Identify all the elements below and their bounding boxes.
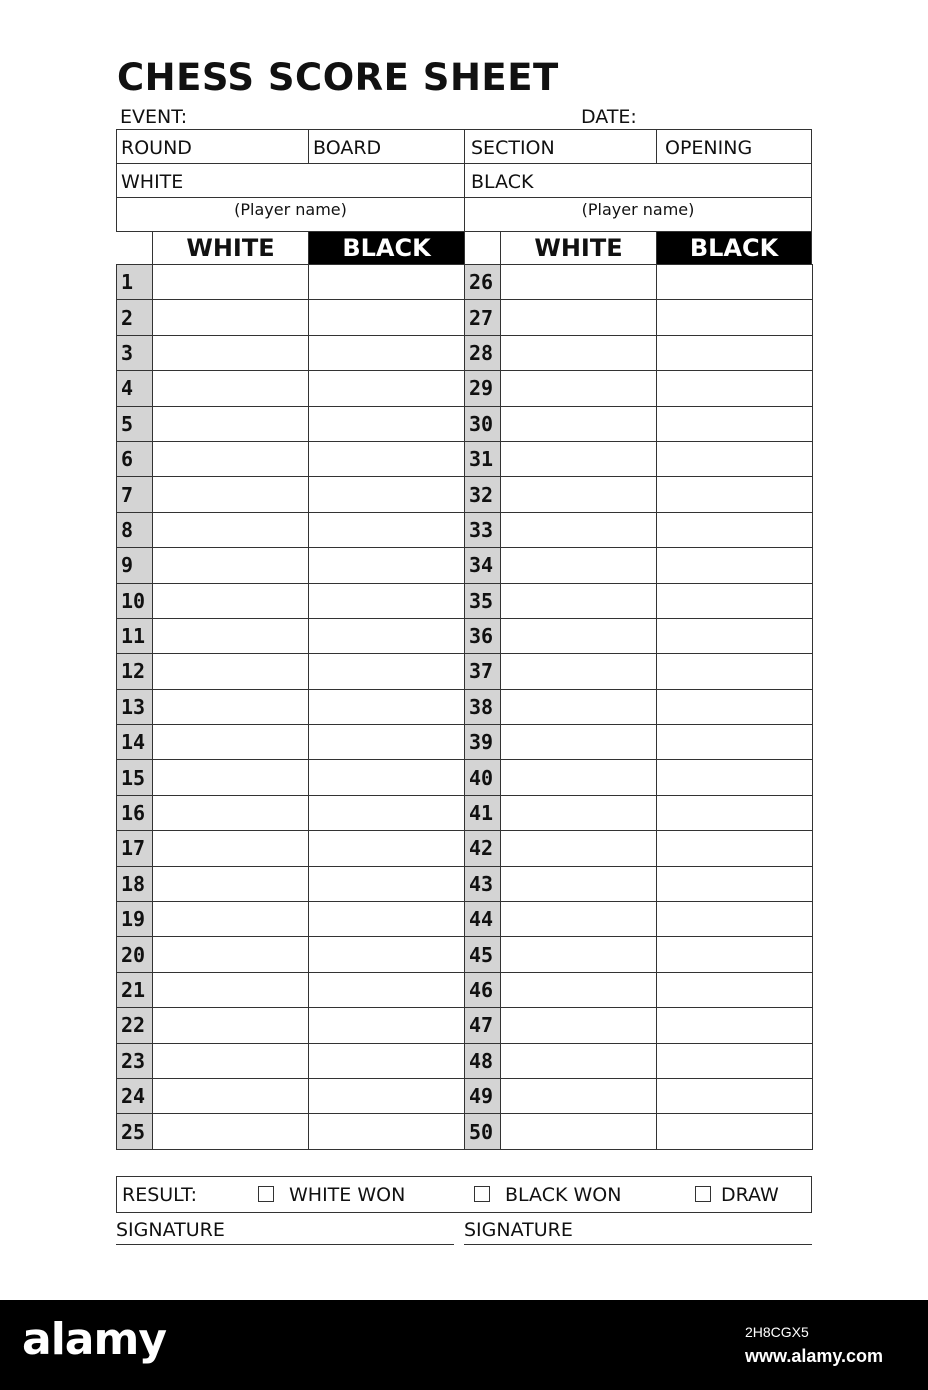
- black-signature-label: SIGNATURE: [464, 1219, 573, 1241]
- move-row: [117, 1114, 466, 1149]
- white-move-cell[interactable]: [501, 725, 657, 760]
- black-move-cell[interactable]: [657, 300, 813, 335]
- move-row: [117, 725, 466, 760]
- move-number: 4: [117, 371, 153, 406]
- black-move-cell[interactable]: [657, 583, 813, 618]
- round-label: ROUND: [121, 137, 192, 159]
- white-move-cell[interactable]: [501, 1114, 657, 1149]
- black-move-cell[interactable]: [309, 618, 466, 653]
- move-number: 41: [465, 795, 501, 830]
- black-move-cell[interactable]: [309, 972, 466, 1007]
- move-number: 10: [117, 583, 153, 618]
- move-number: 26: [465, 265, 501, 300]
- black-move-cell[interactable]: [309, 654, 466, 689]
- move-number: 13: [117, 689, 153, 724]
- move-number: 16: [117, 795, 153, 830]
- site-url: www.alamy.com: [745, 1346, 884, 1366]
- black-move-cell[interactable]: [657, 1114, 813, 1149]
- move-number: 31: [465, 441, 501, 476]
- move-number: 14: [117, 725, 153, 760]
- white-move-cell[interactable]: [153, 795, 309, 830]
- watermark-bar: [0, 1300, 928, 1390]
- black-move-cell[interactable]: [309, 1043, 466, 1078]
- white-move-cell[interactable]: [501, 618, 657, 653]
- brand-logo: alamy: [22, 1314, 166, 1365]
- move-row: [117, 902, 466, 937]
- white-move-cell[interactable]: [153, 441, 309, 476]
- move-number: 38: [465, 689, 501, 724]
- black-move-cell[interactable]: [309, 548, 466, 583]
- white-move-cell[interactable]: [501, 972, 657, 1007]
- image-id: 2H8CGX5: [745, 1324, 809, 1340]
- move-row: [117, 335, 466, 370]
- move-row: [117, 371, 466, 406]
- white-move-cell[interactable]: [153, 725, 309, 760]
- black-move-cell[interactable]: [309, 477, 466, 512]
- move-number: 35: [465, 583, 501, 618]
- white-move-cell[interactable]: [153, 1008, 309, 1043]
- white-move-cell[interactable]: [501, 937, 657, 972]
- white-move-cell[interactable]: [501, 548, 657, 583]
- black-move-cell[interactable]: [309, 689, 466, 724]
- white-move-cell[interactable]: [501, 795, 657, 830]
- black-won-checkbox[interactable]: [474, 1186, 490, 1202]
- white-move-cell[interactable]: [501, 265, 657, 300]
- black-move-cell[interactable]: [309, 406, 466, 441]
- white-move-cell[interactable]: [501, 1043, 657, 1078]
- move-row: [465, 937, 813, 972]
- black-move-cell[interactable]: [657, 548, 813, 583]
- right-white-header: WHITE: [500, 231, 657, 265]
- black-player-name-hint: (Player name): [464, 197, 812, 232]
- right-black-header: BLACK: [656, 231, 812, 265]
- move-number: 40: [465, 760, 501, 795]
- white-move-cell[interactable]: [501, 406, 657, 441]
- move-row: [117, 795, 466, 830]
- move-row: [465, 406, 813, 441]
- move-row: [465, 866, 813, 901]
- move-row: [465, 371, 813, 406]
- result-label: RESULT:: [122, 1184, 198, 1206]
- white-move-cell[interactable]: [153, 866, 309, 901]
- move-row: [117, 512, 466, 547]
- white-player-field[interactable]: [116, 163, 465, 198]
- white-move-cell[interactable]: [501, 831, 657, 866]
- move-row: [465, 441, 813, 476]
- black-move-cell[interactable]: [657, 406, 813, 441]
- move-row: [465, 654, 813, 689]
- black-move-cell[interactable]: [657, 689, 813, 724]
- move-number: 24: [117, 1078, 153, 1113]
- black-won-label: BLACK WON: [505, 1184, 622, 1206]
- move-row: [465, 1114, 813, 1149]
- move-number: 32: [465, 477, 501, 512]
- move-number: 9: [117, 548, 153, 583]
- white-move-cell[interactable]: [153, 689, 309, 724]
- move-row: [465, 265, 813, 300]
- black-move-cell[interactable]: [309, 1114, 466, 1149]
- move-number: 44: [465, 902, 501, 937]
- move-row: [465, 300, 813, 335]
- move-number: 49: [465, 1078, 501, 1113]
- black-move-cell[interactable]: [309, 937, 466, 972]
- white-move-cell[interactable]: [153, 618, 309, 653]
- black-move-cell[interactable]: [657, 937, 813, 972]
- move-number: 18: [117, 866, 153, 901]
- move-row: [117, 548, 466, 583]
- black-move-cell[interactable]: [657, 441, 813, 476]
- white-move-cell[interactable]: [153, 406, 309, 441]
- move-number: 23: [117, 1043, 153, 1078]
- draw-label: DRAW: [721, 1184, 779, 1206]
- black-move-cell[interactable]: [309, 760, 466, 795]
- white-move-cell[interactable]: [153, 477, 309, 512]
- move-row: [465, 1078, 813, 1113]
- black-move-cell[interactable]: [309, 265, 466, 300]
- move-row: [465, 1008, 813, 1043]
- move-row: [117, 265, 466, 300]
- board-field[interactable]: [308, 129, 465, 164]
- black-move-cell[interactable]: [309, 1078, 466, 1113]
- move-number: 33: [465, 512, 501, 547]
- white-move-cell[interactable]: [501, 1078, 657, 1113]
- move-row: [117, 1008, 466, 1043]
- white-move-cell[interactable]: [153, 902, 309, 937]
- move-number: 22: [117, 1008, 153, 1043]
- white-move-cell[interactable]: [501, 654, 657, 689]
- black-move-cell[interactable]: [309, 583, 466, 618]
- move-number: 3: [117, 335, 153, 370]
- move-number: 21: [117, 972, 153, 1007]
- move-number: 29: [465, 371, 501, 406]
- black-move-cell[interactable]: [309, 1008, 466, 1043]
- black-move-cell[interactable]: [657, 618, 813, 653]
- black-move-cell[interactable]: [657, 1008, 813, 1043]
- white-move-cell[interactable]: [153, 972, 309, 1007]
- move-row: [465, 760, 813, 795]
- move-row: [117, 689, 466, 724]
- opening-field[interactable]: [656, 129, 812, 164]
- move-row: [117, 618, 466, 653]
- black-move-cell[interactable]: [657, 760, 813, 795]
- white-won-label: WHITE WON: [289, 1184, 406, 1206]
- white-move-cell[interactable]: [153, 371, 309, 406]
- white-move-cell[interactable]: [153, 300, 309, 335]
- move-number: 5: [117, 406, 153, 441]
- white-move-cell[interactable]: [501, 902, 657, 937]
- move-row: [117, 583, 466, 618]
- section-field[interactable]: [464, 129, 657, 164]
- move-row: [465, 335, 813, 370]
- white-move-cell[interactable]: [501, 371, 657, 406]
- white-player-name-hint: (Player name): [116, 197, 465, 232]
- move-number: 6: [117, 441, 153, 476]
- black-move-cell[interactable]: [657, 371, 813, 406]
- white-move-cell[interactable]: [153, 1114, 309, 1149]
- left-white-header: WHITE: [152, 231, 309, 265]
- white-move-cell[interactable]: [153, 760, 309, 795]
- black-move-cell[interactable]: [309, 300, 466, 335]
- date-label: DATE:: [581, 106, 637, 128]
- black-move-cell[interactable]: [657, 795, 813, 830]
- white-signature-line[interactable]: [116, 1219, 454, 1245]
- white-move-cell[interactable]: [501, 760, 657, 795]
- move-number: 27: [465, 300, 501, 335]
- move-row: [465, 512, 813, 547]
- move-row: [465, 902, 813, 937]
- white-move-cell[interactable]: [153, 548, 309, 583]
- move-row: [465, 725, 813, 760]
- move-number: 36: [465, 618, 501, 653]
- event-label: EVENT:: [120, 106, 188, 128]
- white-move-cell[interactable]: [501, 300, 657, 335]
- move-number: 1: [117, 265, 153, 300]
- section-label: SECTION: [471, 137, 555, 159]
- black-player-field[interactable]: [464, 163, 812, 198]
- left-black-header: BLACK: [308, 231, 465, 265]
- move-row: [117, 831, 466, 866]
- move-row: [117, 441, 466, 476]
- black-move-cell[interactable]: [309, 512, 466, 547]
- black-move-cell[interactable]: [309, 902, 466, 937]
- black-move-cell[interactable]: [657, 654, 813, 689]
- black-move-cell[interactable]: [309, 441, 466, 476]
- move-row: [465, 583, 813, 618]
- move-row: [465, 477, 813, 512]
- right-moves-table: [464, 264, 813, 1150]
- black-move-cell[interactable]: [657, 265, 813, 300]
- white-move-cell[interactable]: [153, 335, 309, 370]
- move-row: [465, 795, 813, 830]
- round-field[interactable]: [116, 129, 309, 164]
- black-move-cell[interactable]: [657, 1078, 813, 1113]
- move-number: 15: [117, 760, 153, 795]
- move-number: 25: [117, 1114, 153, 1149]
- black-move-cell[interactable]: [309, 371, 466, 406]
- move-row: [465, 972, 813, 1007]
- black-move-cell[interactable]: [309, 795, 466, 830]
- white-move-cell[interactable]: [501, 1008, 657, 1043]
- move-number: 43: [465, 866, 501, 901]
- black-signature-line[interactable]: [464, 1219, 812, 1245]
- page-title: CHESS SCORE SHEET: [117, 56, 559, 99]
- move-row: [465, 831, 813, 866]
- move-number: 45: [465, 937, 501, 972]
- move-number: 7: [117, 477, 153, 512]
- black-move-cell[interactable]: [657, 335, 813, 370]
- move-number: 19: [117, 902, 153, 937]
- white-move-cell[interactable]: [153, 1043, 309, 1078]
- black-move-cell[interactable]: [657, 725, 813, 760]
- black-player-label: BLACK: [471, 171, 534, 193]
- move-number: 20: [117, 937, 153, 972]
- move-number: 28: [465, 335, 501, 370]
- move-number: 17: [117, 831, 153, 866]
- move-number: 8: [117, 512, 153, 547]
- move-row: [117, 654, 466, 689]
- white-move-cell[interactable]: [501, 512, 657, 547]
- white-move-cell[interactable]: [153, 937, 309, 972]
- move-row: [465, 618, 813, 653]
- move-row: [117, 406, 466, 441]
- result-row: [116, 1176, 812, 1213]
- white-signature-label: SIGNATURE: [116, 1219, 225, 1241]
- move-number: 2: [117, 300, 153, 335]
- move-number: 39: [465, 725, 501, 760]
- white-move-cell[interactable]: [501, 441, 657, 476]
- black-move-cell[interactable]: [657, 512, 813, 547]
- black-move-cell[interactable]: [657, 477, 813, 512]
- move-number: 34: [465, 548, 501, 583]
- black-move-cell[interactable]: [657, 1043, 813, 1078]
- white-move-cell[interactable]: [501, 477, 657, 512]
- black-move-cell[interactable]: [309, 866, 466, 901]
- black-move-cell[interactable]: [657, 831, 813, 866]
- white-move-cell[interactable]: [501, 583, 657, 618]
- black-move-cell[interactable]: [309, 831, 466, 866]
- white-player-label: WHITE: [121, 171, 184, 193]
- move-row: [117, 1078, 466, 1113]
- black-move-cell[interactable]: [309, 725, 466, 760]
- move-row: [117, 937, 466, 972]
- white-move-cell[interactable]: [153, 583, 309, 618]
- black-move-cell[interactable]: [309, 335, 466, 370]
- white-move-cell[interactable]: [501, 866, 657, 901]
- white-move-cell[interactable]: [153, 265, 309, 300]
- white-move-cell[interactable]: [501, 689, 657, 724]
- move-number: 37: [465, 654, 501, 689]
- move-number: 11: [117, 618, 153, 653]
- move-row: [117, 477, 466, 512]
- move-row: [465, 1043, 813, 1078]
- board-label: BOARD: [313, 137, 382, 159]
- move-row: [117, 300, 466, 335]
- move-number: 48: [465, 1043, 501, 1078]
- black-move-cell[interactable]: [657, 902, 813, 937]
- move-number: 47: [465, 1008, 501, 1043]
- white-won-checkbox[interactable]: [258, 1186, 274, 1202]
- left-moves-table: [116, 264, 466, 1150]
- move-number: 46: [465, 972, 501, 1007]
- white-move-cell[interactable]: [153, 512, 309, 547]
- draw-checkbox[interactable]: [695, 1186, 711, 1202]
- white-move-cell[interactable]: [153, 1078, 309, 1113]
- black-move-cell[interactable]: [657, 866, 813, 901]
- white-move-cell[interactable]: [501, 335, 657, 370]
- move-number: 50: [465, 1114, 501, 1149]
- move-number: 42: [465, 831, 501, 866]
- opening-label: OPENING: [665, 137, 753, 159]
- move-row: [465, 689, 813, 724]
- move-row: [117, 972, 466, 1007]
- black-move-cell[interactable]: [657, 972, 813, 1007]
- move-row: [117, 866, 466, 901]
- white-move-cell[interactable]: [153, 654, 309, 689]
- move-number: 12: [117, 654, 153, 689]
- move-number: 30: [465, 406, 501, 441]
- move-row: [465, 548, 813, 583]
- move-row: [117, 760, 466, 795]
- white-move-cell[interactable]: [153, 831, 309, 866]
- move-row: [117, 1043, 466, 1078]
